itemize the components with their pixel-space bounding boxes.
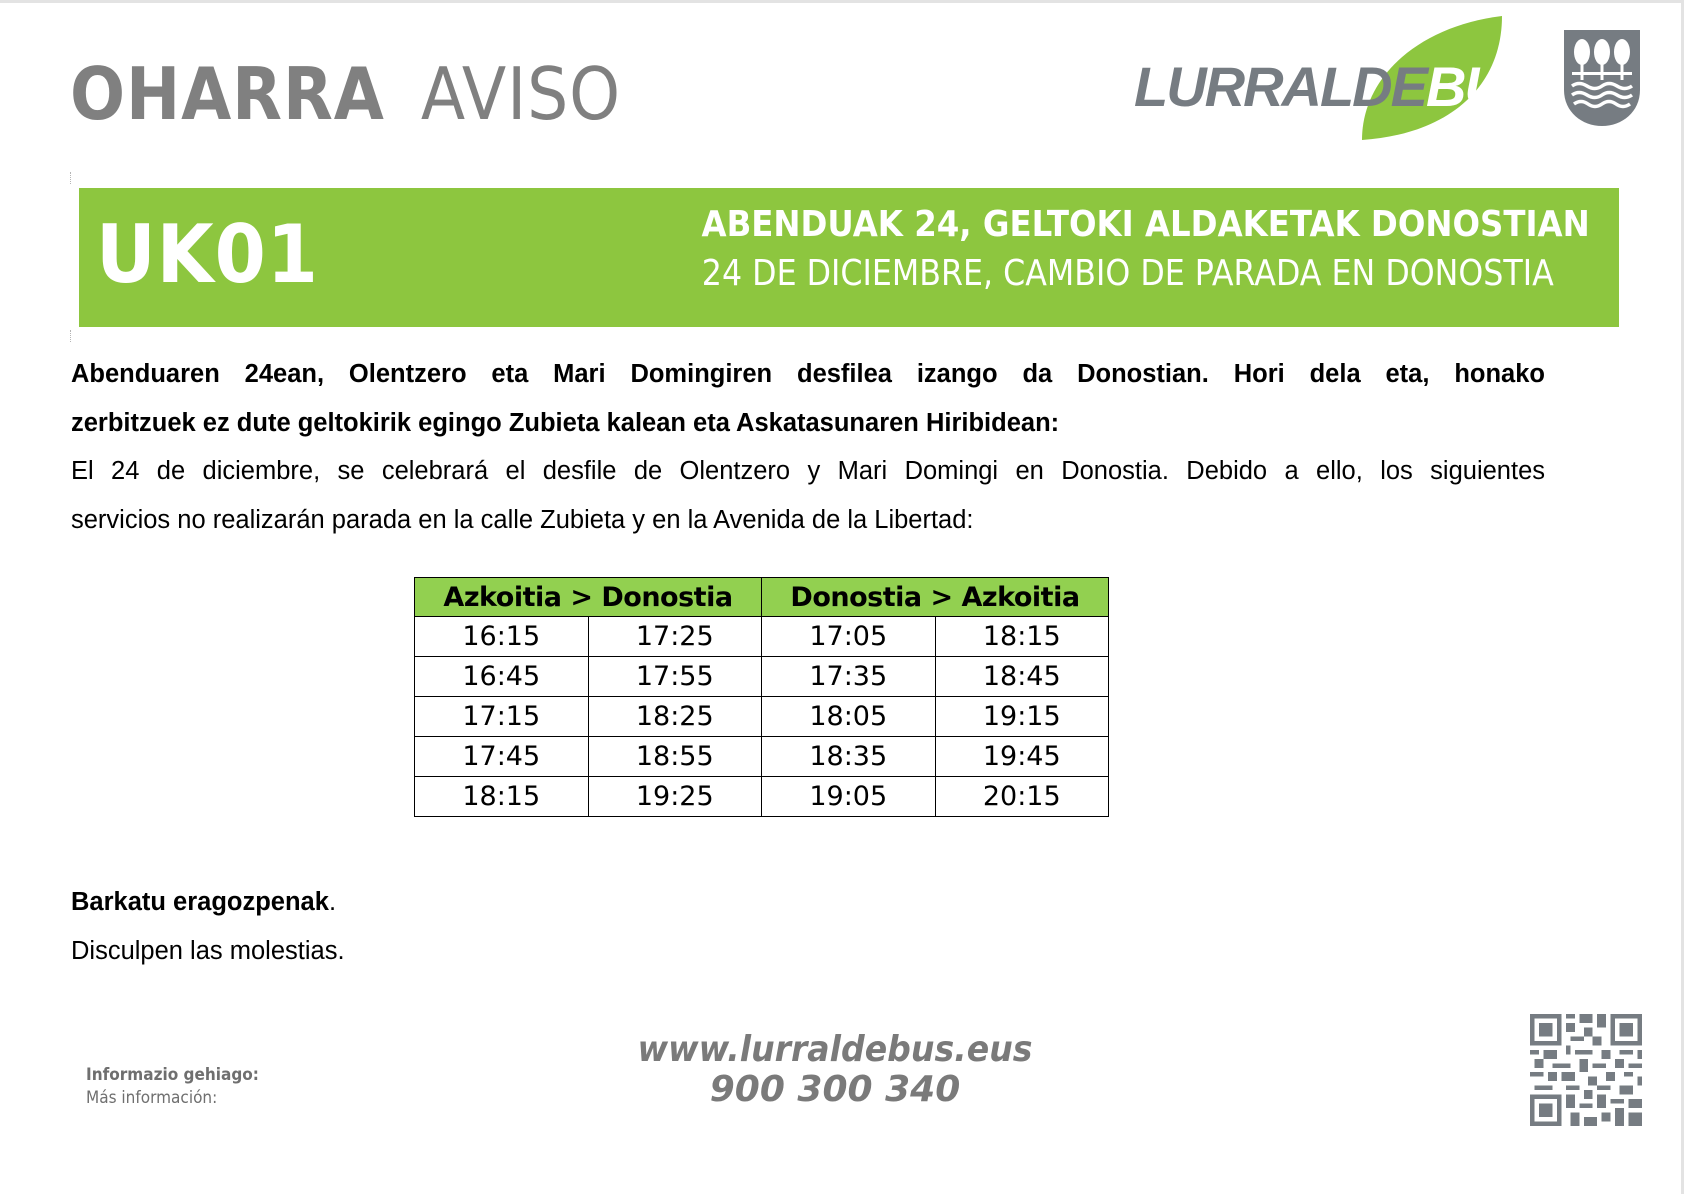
table-row	[415, 697, 1109, 737]
time-cell: 20:15	[935, 777, 1109, 817]
notice-spanish-line-1: El 24 de diciembre, se celebrará el desfile de Olentzero y Mari Domingi en Donostia. Debido a ello, los siguientes	[71, 457, 1545, 485]
header-donostia-azkoitia: Donostia > Azkoitia	[762, 578, 1109, 617]
contact-block	[600, 1030, 1070, 1110]
banner-heading-spanish: 24 DE DICIEMBRE, CAMBIO DE PARADA EN DONOSTIA	[701, 253, 1554, 294]
time-cell: 19:05	[762, 777, 936, 817]
affected-services-table	[414, 577, 1109, 817]
table-header-row	[415, 578, 1109, 617]
banner-heading-basque: ABENDUAK 24, GELTOKI ALDAKETAK DONOSTIAN	[701, 204, 1590, 245]
more-info-spanish: Más información:	[86, 1088, 218, 1108]
table-row	[415, 737, 1109, 777]
time-cell: 18:45	[935, 657, 1109, 697]
time-cell: 17:05	[762, 617, 936, 657]
time-cell: 17:35	[762, 657, 936, 697]
header-azkoitia-donostia: Azkoitia > Donostia	[415, 578, 762, 617]
more-info-basque: Informazio gehiago:	[86, 1065, 259, 1085]
time-cell: 18:35	[762, 737, 936, 777]
table-row	[415, 777, 1109, 817]
time-cell: 18:15	[415, 777, 589, 817]
time-cell: 18:55	[588, 737, 762, 777]
time-cell: 17:15	[415, 697, 589, 737]
title-basque: OHARRA	[70, 52, 385, 136]
margin-mark	[70, 330, 72, 342]
time-cell: 19:45	[935, 737, 1109, 777]
notice-basque-line-1: Abenduaren 24ean, Olentzero eta Mari Domingiren desfilea izango da Donostian. Hori dela eta, honako	[71, 360, 1545, 388]
phone-number: 900 300 340	[709, 1069, 961, 1110]
time-cell: 17:55	[588, 657, 762, 697]
time-cell: 17:45	[415, 737, 589, 777]
title-spanish: AVISO	[420, 52, 622, 136]
time-cell: 18:05	[762, 697, 936, 737]
qr-code-icon	[1530, 1014, 1642, 1126]
time-cell: 16:45	[415, 657, 589, 697]
margin-mark	[70, 172, 72, 184]
lurraldebus-logo	[1130, 16, 1539, 140]
table-row	[415, 617, 1109, 657]
time-cell: 19:15	[935, 697, 1109, 737]
more-info-label	[86, 1064, 259, 1110]
notice-basque-line-2: zerbitzuek ez dute geltokirik egingo Zubieta kalean eta Askatasunaren Hiribidean:	[71, 408, 1060, 437]
time-cell: 16:15	[415, 617, 589, 657]
page-title	[70, 52, 621, 136]
notice-spanish-line-2: servicios no realizarán parada en la calle Zubieta y en la Avenida de la Libertad:	[71, 505, 974, 534]
line-banner	[79, 188, 1619, 327]
website-link[interactable]: www.lurraldebus.eus	[637, 1029, 1033, 1070]
apology-text	[71, 878, 345, 975]
table-row	[415, 657, 1109, 697]
apology-basque: Barkatu eragozpenak.	[71, 888, 337, 916]
time-cell: 17:25	[588, 617, 762, 657]
gipuzkoa-shield-icon	[1562, 28, 1642, 128]
time-cell: 18:15	[935, 617, 1109, 657]
apology-spanish: Disculpen las molestias.	[71, 936, 345, 965]
time-cell: 19:25	[588, 777, 762, 817]
time-cell: 18:25	[588, 697, 762, 737]
notice-text	[71, 350, 1545, 544]
line-code: UK01	[96, 208, 319, 301]
logo-wordmark: LURRALDEBUS	[1134, 55, 1539, 118]
